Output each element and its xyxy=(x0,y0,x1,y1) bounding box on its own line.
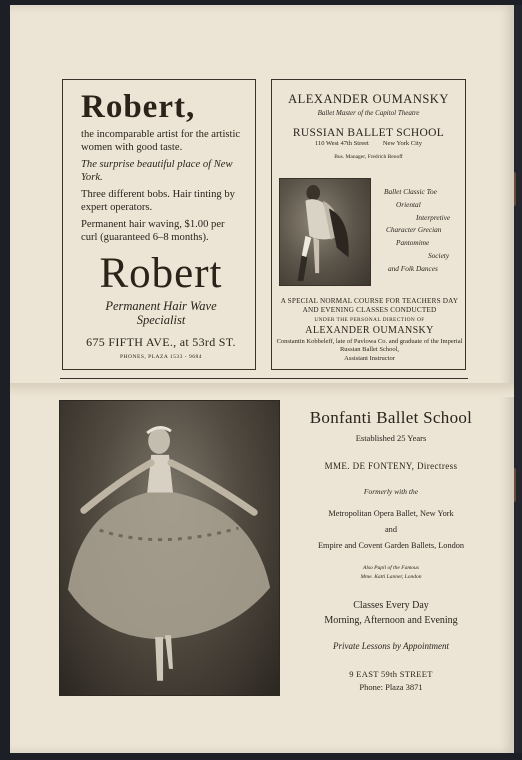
robert-ad xyxy=(62,79,256,370)
ballerina-photo xyxy=(59,400,280,696)
bonfanti-met: Metropolitan Opera Ballet, New York xyxy=(328,509,454,518)
section-divider xyxy=(60,378,468,379)
dance-styles-list xyxy=(376,186,458,286)
oumansky-address-row xyxy=(272,140,465,147)
bonfanti-pupil-line2: Mme. Katti Lanner, London xyxy=(360,574,422,580)
dance-style: Society xyxy=(428,250,450,260)
robert-bobs: Three different bobs. Hair tinting by expert operators. xyxy=(81,189,235,213)
oumansky-under: UNDER THE PERSONAL DIRECTION OF xyxy=(314,317,425,323)
dance-style: Character Grecian xyxy=(386,225,442,235)
robert-place: The surprise beautiful place of New York. xyxy=(81,159,233,183)
dance-style: Interpretive xyxy=(416,212,451,222)
bonfanti-classes xyxy=(282,598,500,628)
bonfanti-private: Private Lessons by Appointment xyxy=(332,641,450,651)
bonfanti-directress: MME. DE FONTENY, Directress xyxy=(324,461,458,471)
bonfanti-pupil xyxy=(282,564,500,582)
robert-tagline: the incomparable artist for the artistic women with good taste. xyxy=(81,129,241,153)
bonfanti-established: Established 25 Years xyxy=(355,433,427,443)
oumansky-ad xyxy=(271,79,466,370)
ballerina-photo-art xyxy=(60,401,279,695)
oumansky-name-repeat: ALEXANDER OUMANSKY xyxy=(305,325,434,336)
bonfanti-title: Bonfanti Ballet School xyxy=(309,408,473,427)
dance-style: and Folk Dances xyxy=(388,263,438,273)
dance-style: Oriental xyxy=(396,199,421,209)
oumansky-manager: Bus. Manager, Fredrich Benoff xyxy=(334,154,403,160)
robert-waving: Permanent hair waving, $1.00 per curl (guaranteed 6–8 months). xyxy=(81,219,225,243)
oumansky-street: 110 West 47th Street xyxy=(314,140,369,147)
bonfanti-covent: Empire and Covent Garden Ballets, London xyxy=(317,541,465,550)
bonfanti-pupil-line1: Also Pupil of the Famous xyxy=(363,565,419,571)
dancer-photo xyxy=(279,178,371,286)
dancer-photo-art xyxy=(280,179,370,285)
page-fold xyxy=(10,383,514,397)
dance-style: Pantomime xyxy=(396,238,430,248)
dance-style: Ballet Classic Toe xyxy=(384,187,437,196)
oumansky-course: A SPECIAL NORMAL COURSE FOR TEACHERS DAY AND EVENING CLASSES CONDUCTED xyxy=(280,297,459,314)
bonfanti-phone: Phone: Plaza 3871 xyxy=(359,682,423,692)
oumansky-city: New York City xyxy=(382,140,422,147)
bonfanti-and: and xyxy=(385,525,397,534)
bonfanti-classes-line2: Morning, Afternoon and Evening xyxy=(324,615,458,626)
robert-address: 675 FIFTH AVE., at 53rd ST. xyxy=(86,335,236,349)
oumansky-assistant: Assistant Instructor xyxy=(344,355,395,362)
oumansky-school: RUSSIAN BALLET SCHOOL xyxy=(292,127,445,139)
oumansky-course-info xyxy=(272,297,467,363)
bonfanti-address: 9 EAST 59th STREET xyxy=(349,669,433,679)
robert-title: Robert, xyxy=(81,89,196,125)
bonfanti-ad xyxy=(282,408,500,692)
oumansky-kobbeleff: Constantin Kobbeleff, late of Pavlowa Co. and graduate of the Imperial Russian Ballet School, xyxy=(276,338,463,353)
robert-big-name: Robert xyxy=(99,250,223,297)
bonfanti-formerly: Formerly with the xyxy=(363,487,419,496)
robert-subtitle: Permanent Hair Wave Specialist xyxy=(105,299,217,327)
oumansky-title: Ballet Master of the Capitol Theatre xyxy=(317,109,420,117)
robert-phones: PHONES, PLAZA 1533 - 9684 xyxy=(119,354,203,360)
oumansky-name: ALEXANDER OUMANSKY xyxy=(288,92,449,106)
bonfanti-classes-line1: Classes Every Day xyxy=(353,600,429,611)
